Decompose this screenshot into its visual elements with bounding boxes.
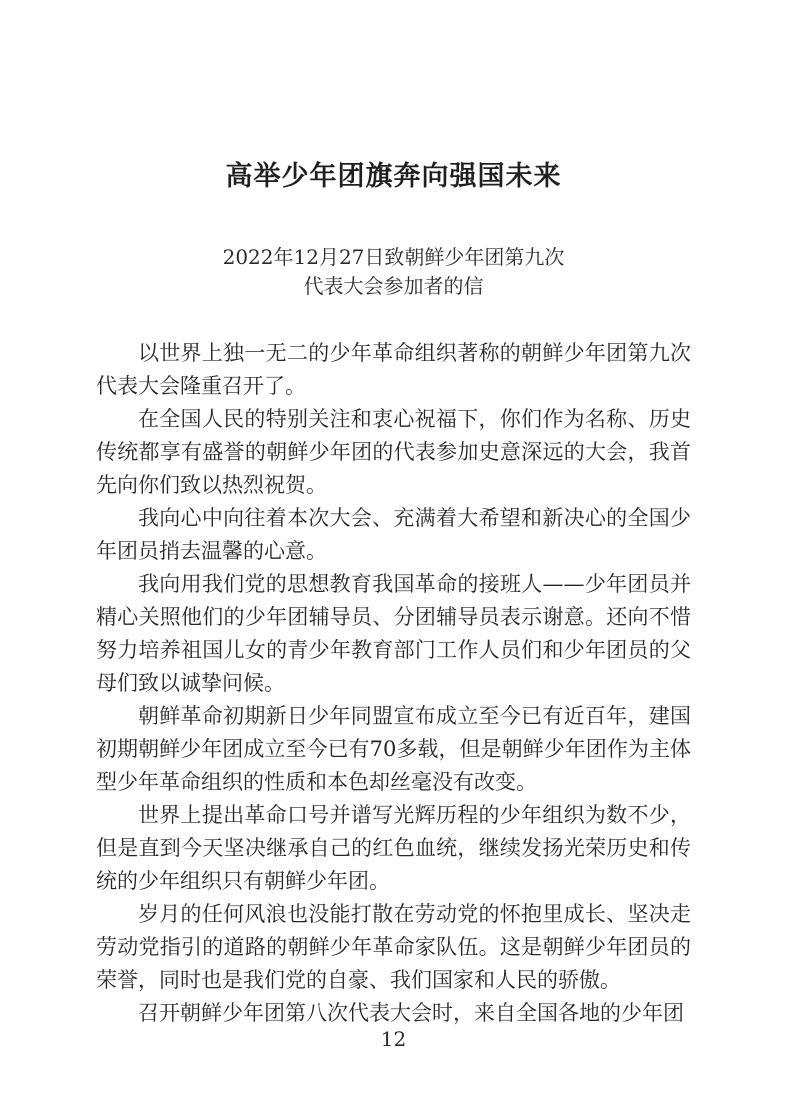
paragraph-7: 岁月的任何风浪也没能打散在劳动党的怀抱里成长、坚决走劳动党指引的道路的朝鲜少年革命家队伍。这是朝鲜少年团员的荣誉，同时也是我们党的自豪、我们国家和人民的骄傲。 <box>96 902 691 992</box>
paragraph-1: 以世界上独一无二的少年革命组织著称的朝鲜少年团第九次代表大会隆重召开了。 <box>96 341 691 398</box>
document-subtitle <box>0 243 787 301</box>
subtitle-line-2: 代表大会参加者的信 <box>303 274 484 298</box>
page-number: 12 <box>380 1027 407 1051</box>
paragraph-5: 朝鲜革命初期新日少年同盟宣布成立至今已有近百年，建国初期朝鲜少年团成立至今已有70多载，但是朝鲜少年团作为主体型少年革命组织的性质和本色却丝毫没有改变。 <box>96 704 691 794</box>
document-body <box>96 337 691 1030</box>
paragraph-2: 在全国人民的特别关注和衷心祝福下，你们作为名称、历史传统都享有盛誉的朝鲜少年团的代表参加史意深远的大会，我首先向你们致以热烈祝贺。 <box>96 407 691 497</box>
paragraph-8: 召开朝鲜少年团第八次代表大会时，来自全国各地的少年团 <box>138 1001 684 1025</box>
subtitle-line-1: 2022年12月27日致朝鲜少年团第九次 <box>222 245 565 269</box>
paragraph-6: 世界上提出革命口号并谱写光辉历程的少年组织为数不少，但是直到今天坚决继承自己的红色血统，继续发扬光荣历史和传统的少年组织只有朝鲜少年团。 <box>96 803 691 893</box>
paragraph-4: 我向用我们党的思想教育我国革命的接班人——少年团员并精心关照他们的少年团辅导员、分团辅导员表示谢意。还向不惜努力培养祖国儿女的青少年教育部门工作人员们和少年团员的父母们致以诚挚问候。 <box>96 572 691 695</box>
paragraph-3: 我向心中向往着本次大会、充满着大希望和新决心的全国少年团员捎去温馨的心意。 <box>96 506 691 563</box>
document-title: 高举少年团旗奔向强国未来 <box>225 161 562 192</box>
